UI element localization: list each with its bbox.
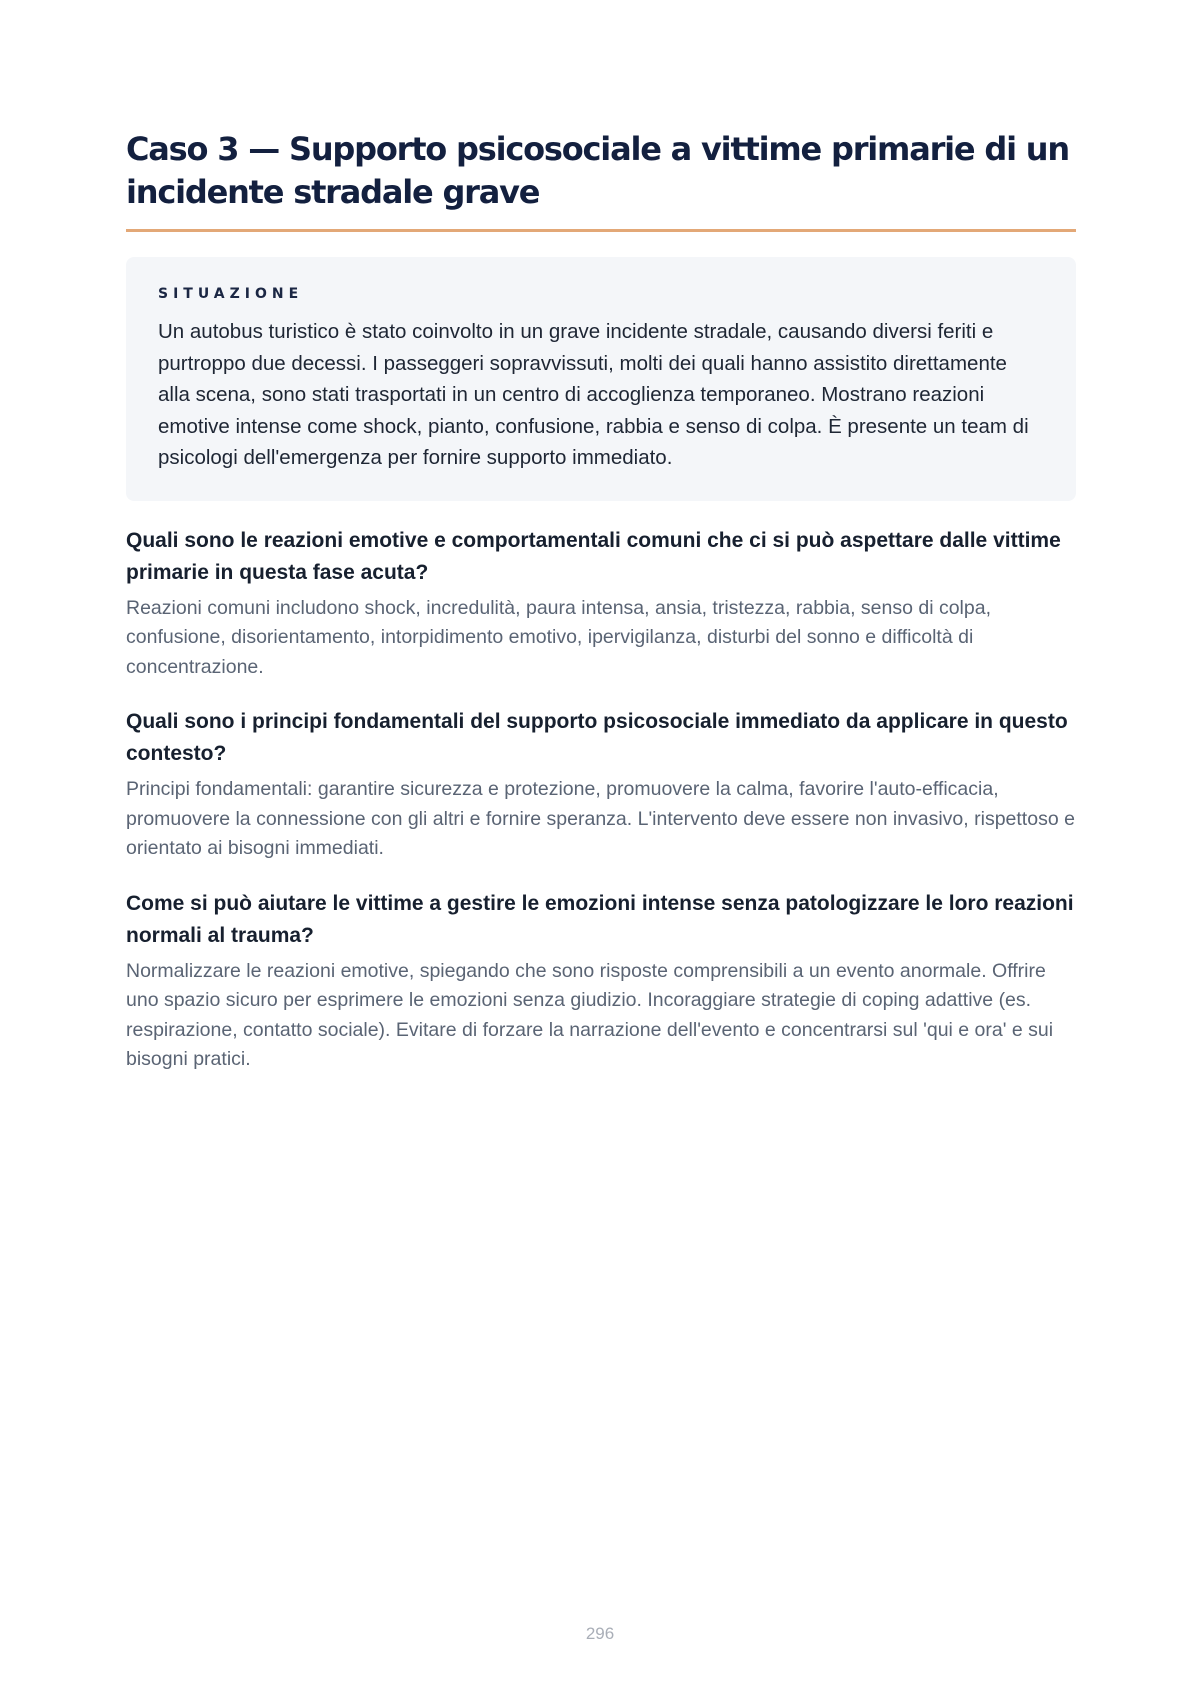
qa-item-2 (126, 706, 1076, 864)
situation-text: Un autobus turistico è stato coinvolto in un grave incidente stradale, causando diversi feriti e purtroppo due decessi. I passeggeri sopravvissuti, molti dei quali hanno assistito direttamente alla scena, sono stati trasportati in un centro di accoglienza temporaneo. Mostrano reazioni emotive intense come shock, pianto, confusione, rabbia e senso di colpa. È presente un team di psicologi dell'emergenza per fornire supporto immediato. (158, 320, 1029, 469)
situation-box (126, 257, 1076, 501)
situation-label: SITUAZIONE (158, 286, 304, 302)
qa-item-3 (126, 888, 1076, 1075)
qa-item-1 (126, 525, 1076, 683)
answer-3: Normalizzare le reazioni emotive, spiegando che sono risposte comprensibili a un evento anormale. Offrire uno spazio sicuro per esprimere le emozioni senza giudizio. Incoraggiare strategie di coping adattive (es. respirazione, contatto sociale). Evitare di forzare la narrazione dell'evento e concentrarsi sul 'qui e ora' e sui bisogni pratici. (126, 959, 1054, 1070)
answer-2: Principi fondamentali: garantire sicurezza e protezione, promuovere la calma, favorire l'auto-efficacia, promuovere la connessione con gli altri e fornire speranza. L'intervento deve essere non invasivo, rispettoso e orientato ai bisogni immediati. (126, 778, 1075, 859)
question-3: Come si può aiutare le vittime a gestire le emozioni intense senza patologizzare le loro reazioni normali al trauma? (126, 891, 1074, 947)
question-2: Quali sono i principi fondamentali del supporto psicosociale immediato da applicare in questo contesto? (126, 710, 1068, 765)
title-divider (126, 229, 1076, 232)
question-1: Quali sono le reazioni emotive e comportamentali comuni che ci si può aspettare dalle vittime primarie in questa fase acuta? (126, 528, 1061, 584)
document-page (126, 128, 1076, 1075)
page-number: 296 (585, 1624, 615, 1643)
answer-1: Reazioni comuni includono shock, incredulità, paura intensa, ansia, tristezza, rabbia, senso di colpa, confusione, disorientamento, intorpidimento emotivo, ipervigilanza, disturbi del sonno e difficoltà di concentrazione. (126, 596, 991, 678)
page-title: Caso 3 — Supporto psicosociale a vittime primarie di un incidente stradale grave (126, 130, 1069, 211)
